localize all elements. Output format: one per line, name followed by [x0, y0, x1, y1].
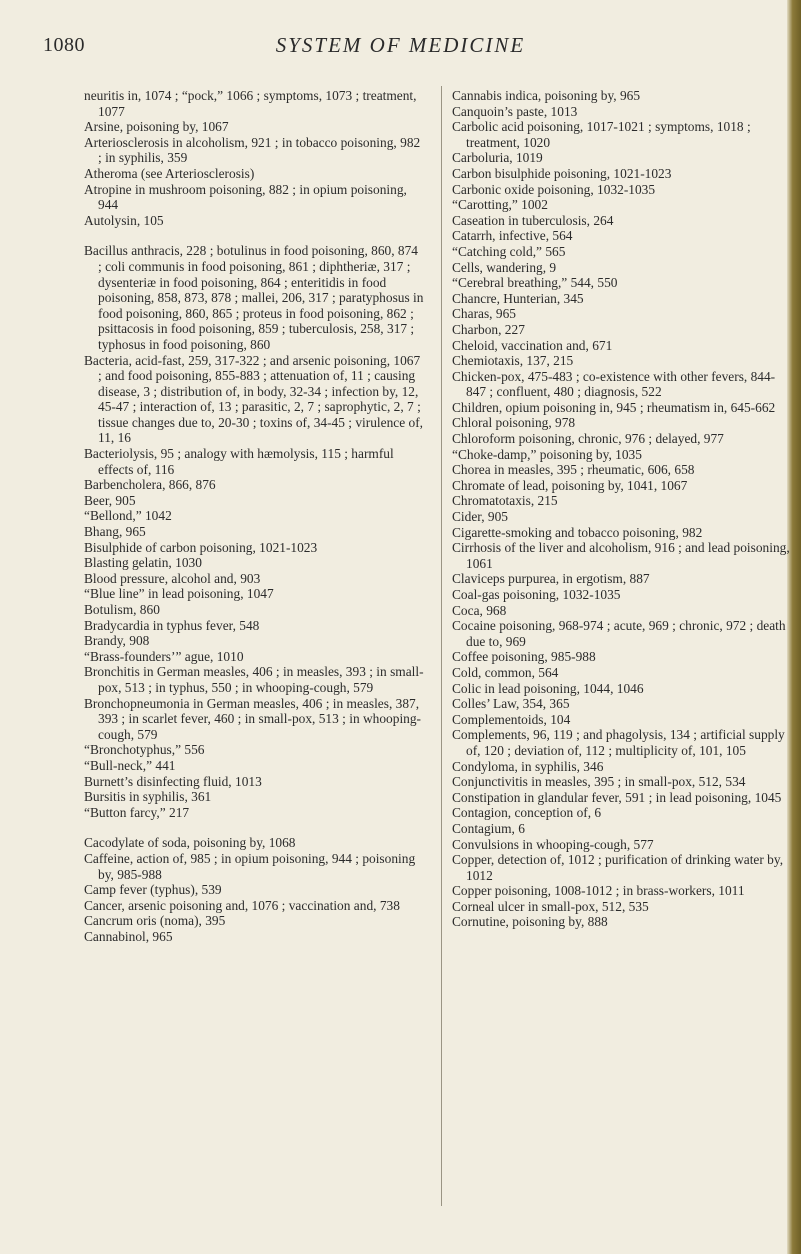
index-entry: Cells, wandering, 9	[452, 259, 557, 275]
index-entry: “Choke-damp,” poisoning by, 1035	[452, 446, 642, 462]
index-entry: Contagion, conception of, 6	[452, 805, 602, 821]
index-entry: Carbolic acid poisoning, 1017-1021 ; symptoms, 1018 ; treatment, 1020	[452, 119, 751, 150]
column-divider	[441, 86, 442, 1206]
index-entry: Brandy, 908	[84, 633, 150, 649]
index-entry: Chancre, Hunterian, 345	[452, 290, 584, 306]
index-entry: Beer, 905	[84, 492, 136, 508]
index-entry: Chorea in measles, 395 ; rheumatic, 606, 658	[452, 462, 695, 478]
index-entry: Chromatotaxis, 215	[452, 493, 558, 509]
index-entry: Charas, 965	[452, 306, 516, 322]
index-entry: Chicken-pox, 475-483 ; co-existence with other fevers, 844-847 ; confluent, 480 ; diagnosis, 522	[452, 368, 776, 400]
index-entry: Cacodylate of soda, poisoning by, 1068	[84, 835, 296, 851]
index-entry: Condyloma, in syphilis, 346	[452, 758, 604, 774]
index-entry: Contagium, 6	[452, 820, 525, 836]
index-entry: Caffeine, action of, 985 ; in opium poisoning, 944 ; poisoning by, 985-988	[84, 850, 416, 882]
index-entry: Autolysin, 105	[84, 212, 164, 228]
index-entry: Botulism, 860	[84, 602, 160, 617]
index-entry: Colic in lead poisoning, 1044, 1046	[452, 680, 644, 696]
index-entry: Cancer, arsenic poisoning and, 1076 ; vaccination and, 738	[84, 897, 400, 913]
index-entry: Complementoids, 104	[452, 711, 571, 727]
index-entry: Copper poisoning, 1008-1012 ; in brass-workers, 1011	[452, 883, 745, 899]
index-entry: Complements, 96, 119 ; and phagolysis, 134 ; artificial supply of, 120 ; deviation of, 112 ; multiplicity of, 101, 105	[452, 727, 785, 758]
index-entry: Bursitis in syphilis, 361	[84, 789, 212, 805]
index-entry: “Bull-neck,” 441	[84, 757, 176, 773]
index-entry: Cider, 905	[452, 509, 508, 525]
index-entry: Constipation in glandular fever, 591 ; in lead poisoning, 1045	[452, 789, 782, 805]
running-title: SYSTEM OF MEDICINE	[275, 33, 526, 57]
index-entry: Chloral poisoning, 978	[452, 415, 576, 431]
index-entry: “Catching cold,” 565	[452, 243, 566, 259]
index-entry: Carbonic oxide poisoning, 1032-1035	[452, 181, 656, 197]
index-entry: “Carotting,” 1002	[452, 197, 548, 213]
index-entry: Bradycardia in typhus fever, 548	[84, 617, 260, 633]
index-entry: Bronchitis in German measles, 406 ; in measles, 393 ; in small-pox, 513 ; in typhus, 550 ; in whooping-cough, 579	[84, 664, 424, 695]
index-entry: Conjunctivitis in measles, 395 ; in small-pox, 512, 534	[452, 774, 746, 790]
index-entry: Bacteria, acid-fast, 259, 317-322 ; and arsenic poisoning, 1067 ; and food poisoning, 855-883 ; attenuation of, 11 ; causing disease, 3 ; distribution of, in body, 32-34 ; infection by, 12, 45-47 ; interaction of, 13 ; parasitic, 2, 7 ; saprophytic, 2, 7 ; tissue changes due to, 20-30 ; toxins of, 34-45 ; virulence of, 11, 16	[84, 352, 424, 446]
index-entry: Arteriosclerosis in alcoholism, 921 ; in tobacco poisoning, 982 ; in syphilis, 359	[84, 134, 421, 166]
index-entry: Atheroma (see Arteriosclerosis)	[84, 165, 255, 181]
index-entry: Cirrhosis of the liver and alcoholism, 916 ; and lead poisoning, 1061	[452, 540, 790, 571]
index-entry: Carboluria, 1019	[452, 150, 543, 166]
index-entry: Atropine in mushroom poisoning, 882 ; in opium poisoning, 944	[84, 181, 407, 213]
index-entry: Chemiotaxis, 137, 215	[452, 353, 574, 369]
index-entry: Chloroform poisoning, chronic, 976 ; delayed, 977	[452, 431, 724, 447]
index-entry: Convulsions in whooping-cough, 577	[452, 836, 654, 852]
index-column-right	[452, 88, 792, 930]
index-entry: Bisulphide of carbon poisoning, 1021-1023	[84, 539, 318, 555]
index-entry: Charbon, 227	[452, 321, 525, 337]
index-entry: Bhang, 965	[84, 524, 146, 540]
index-entry: Chromate of lead, poisoning by, 1041, 1067	[452, 477, 688, 493]
index-entry: Canquoin’s paste, 1013	[452, 103, 578, 119]
index-entry: Claviceps purpurea, in ergotism, 887	[452, 571, 650, 587]
index-entry: Cigarette-smoking and tobacco poisoning, 982	[452, 524, 703, 540]
index-entry: “Button farcy,” 217	[84, 804, 190, 820]
index-entry: Bronchopneumonia in German measles, 406 ; in measles, 387, 393 ; in scarlet fever, 460 ; in small-pox, 513 ; in whooping-cough, 579	[84, 695, 422, 742]
index-entry: Copper, detection of, 1012 ; purification of drinking water by, 1012	[452, 852, 784, 883]
index-entry: Cheloid, vaccination and, 671	[452, 337, 613, 353]
index-entry: Coal-gas poisoning, 1032-1035	[452, 587, 621, 602]
index-entry: “Cerebral breathing,” 544, 550	[452, 275, 618, 291]
index-entry: Coca, 968	[452, 602, 507, 618]
index-entry: Cannabinol, 965	[84, 928, 173, 944]
index-entry: Children, opium poisoning in, 945 ; rheumatism in, 645-662	[452, 399, 776, 415]
index-entry: neuritis in, 1074 ; “pock,” 1066 ; symptoms, 1073 ; treatment, 1077	[84, 88, 417, 119]
index-entry: Cancrum oris (noma), 395	[84, 913, 226, 929]
index-entry: Blood pressure, alcohol and, 903	[84, 570, 261, 586]
index-entry: “Blue line” in lead poisoning, 1047	[84, 586, 274, 602]
index-entry: Cold, common, 564	[452, 664, 559, 680]
index-entry: Colles’ Law, 354, 365	[452, 696, 570, 712]
index-entry: Burnett’s disinfecting fluid, 1013	[84, 773, 262, 789]
index-entry: Camp fever (typhus), 539	[84, 882, 222, 898]
index-entry: Arsine, poisoning by, 1067	[84, 119, 229, 135]
index-entry: Bacteriolysis, 95 ; analogy with hæmolysis, 115 ; harmful effects of, 116	[84, 446, 394, 477]
page-number: 1080	[43, 34, 85, 56]
index-entry: Carbon bisulphide poisoning, 1021-1023	[452, 165, 672, 181]
index-entry: Catarrh, infective, 564	[452, 228, 573, 244]
index-entry: Bacillus anthracis, 228 ; botulinus in food poisoning, 860, 874 ; coli communis in food poisoning, 861 ; diphtheriæ, 317 ; dysenteriæ in food poisoning, 864 ; enteritidis in food poisoning, 858, 873, 878 ; mallei, 206, 317 ; paratyphosus in food poisoning, 860, 865 ; proteus in food poisoning, 862 ; psittacosis in food poisoning, 859 ; tuberculosis, 258, 317 ; typhosus in food poisoning, 860	[84, 243, 424, 352]
index-entry: Cornutine, poisoning by, 888	[452, 914, 608, 930]
index-entry: Cannabis indica, poisoning by, 965	[452, 88, 641, 103]
index-entry: “Bellond,” 1042	[84, 508, 172, 524]
index-entry: Corneal ulcer in small-pox, 512, 535	[452, 898, 649, 914]
index-entry: “Bronchotyphus,” 556	[84, 742, 205, 758]
index-entry: Cocaine poisoning, 968-974 ; acute, 969 ; chronic, 972 ; death due to, 969	[452, 618, 786, 649]
index-entry: Blasting gelatin, 1030	[84, 555, 202, 571]
index-column-left	[84, 88, 424, 944]
index-entry: Coffee poisoning, 985-988	[452, 649, 596, 665]
index-entry: Caseation in tuberculosis, 264	[452, 212, 614, 228]
index-entry: “Brass-founders’” ague, 1010	[84, 648, 244, 664]
index-entry: Barbencholera, 866, 876	[84, 477, 216, 493]
